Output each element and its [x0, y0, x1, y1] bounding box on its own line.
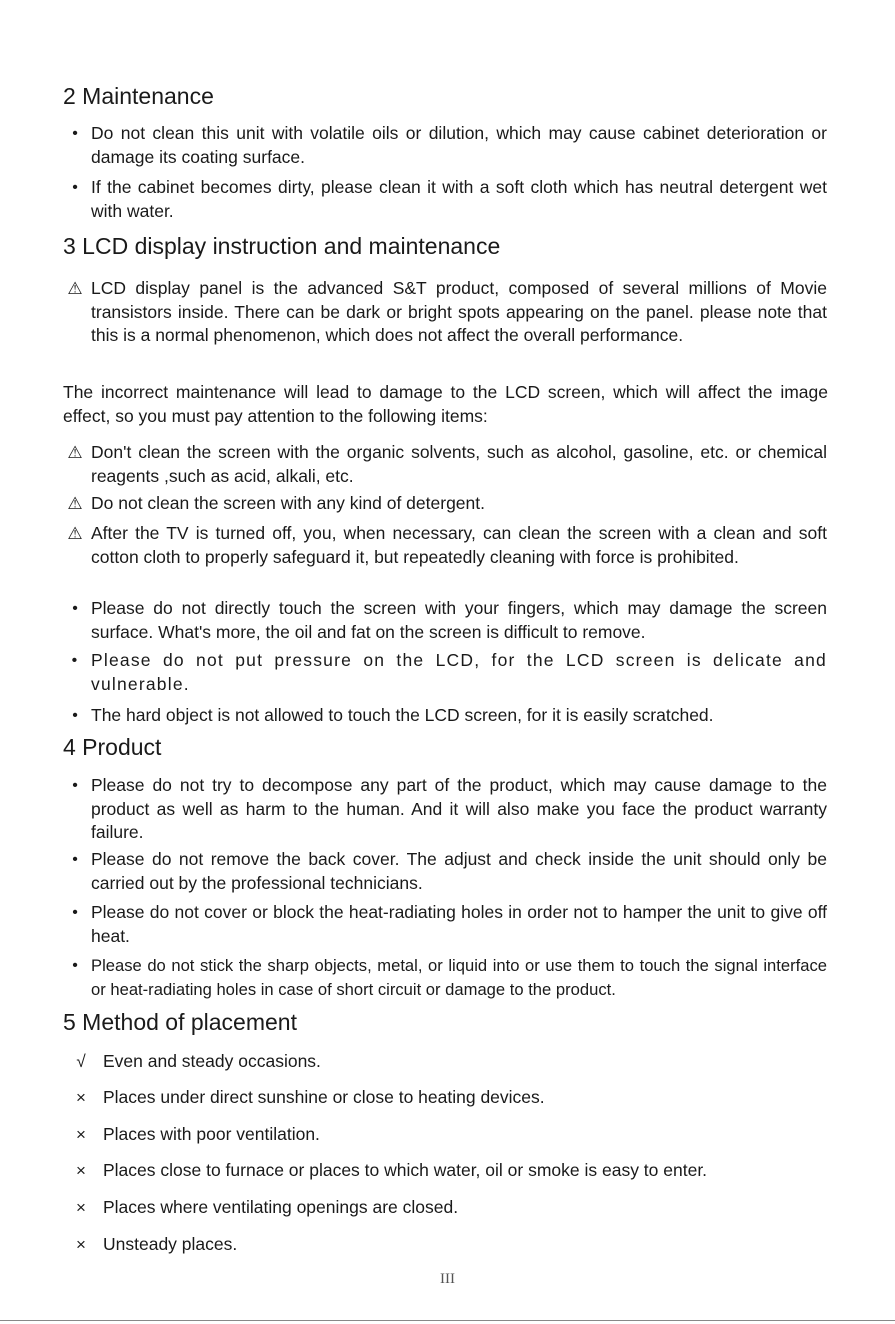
lcd-bullet-text: Please do not directly touch the screen with your fingers, which may damage the screen surface. What's more, the oil and fat on the screen is difficult to remove.: [91, 598, 827, 642]
placement-item: [76, 1050, 321, 1073]
lcd-bullet-text: The hard object is not allowed to touch the LCD screen, for it is easily scratched.: [91, 705, 714, 725]
product-item-text: Please do not cover or block the heat-radiating holes in order not to hamper the unit to give off heat.: [91, 902, 827, 946]
bullet-icon: •: [72, 957, 78, 974]
bullet-icon: •: [72, 904, 78, 921]
bottom-rule: [0, 1320, 895, 1321]
bullet-icon: •: [71, 652, 79, 669]
placement-item: [76, 1086, 545, 1109]
section-title-lcd: 3 LCD display instruction and maintenance: [63, 233, 501, 259]
lcd-warning-item: [67, 441, 827, 488]
bullet-icon: •: [72, 851, 78, 868]
placement-item: [76, 1123, 320, 1146]
product-item: [72, 848, 827, 895]
section-title-placement: 5 Method of placement: [63, 1009, 297, 1035]
lcd-warning-text: Do not clean the screen with any kind of detergent.: [91, 493, 485, 513]
checkmark-icon: √: [76, 1052, 86, 1071]
lcd-warning-text: Don't clean the screen with the organic solvents, such as alcohol, gasoline, etc. or chemical reagents ,such as acid, alkali, etc.: [91, 442, 827, 486]
cross-icon: ×: [76, 1235, 86, 1254]
cross-icon: ×: [76, 1125, 86, 1144]
placement-item-text: Places under direct sunshine or close to heating devices.: [103, 1087, 545, 1107]
lcd-bullet-text: Please do not put pressure on the LCD, for the LCD screen is delicate and vulnerable.: [91, 650, 827, 694]
product-item: [72, 954, 827, 1001]
warning-icon: ⚠: [67, 524, 83, 543]
placement-item-text: Places with poor ventilation.: [103, 1124, 320, 1144]
cross-icon: ×: [76, 1198, 86, 1217]
placement-item: [76, 1196, 459, 1219]
lcd-warning-item: [67, 492, 827, 516]
bullet-icon: •: [72, 777, 78, 794]
warning-icon: ⚠: [67, 443, 83, 462]
lcd-bullet-item: [71, 649, 827, 696]
placement-item-text: Places close to furnace or places to which water, oil or smoke is easy to enter.: [103, 1160, 708, 1180]
lcd-bullet-item: [72, 704, 827, 728]
cross-icon: ×: [76, 1088, 86, 1107]
bullet-icon: •: [72, 707, 78, 724]
lcd-intro-warning: [67, 277, 827, 348]
maintenance-item: [72, 122, 827, 169]
section-title-maintenance: 2 Maintenance: [63, 83, 214, 109]
placement-item: [76, 1233, 238, 1256]
product-item: [72, 774, 827, 845]
bullet-icon: •: [72, 179, 78, 196]
warning-icon: ⚠: [67, 279, 83, 298]
lcd-bullet-item: [72, 597, 827, 644]
lcd-paragraph: The incorrect maintenance will lead to damage to the LCD screen, which will affect the image effect, so you must pay attention to the following items:: [63, 382, 828, 426]
product-item-text: Please do not stick the sharp objects, metal, or liquid into or use them to touch the signal interface or heat-radiating holes in case of short circuit or damage to the product.: [91, 956, 827, 999]
lcd-intro-text: LCD display panel is the advanced S&T product, composed of several millions of Movie transistors inside. There can be dark or bright spots appearing on the panel. please note that this is a normal phenomenon, which does not affect the overall performance.: [91, 278, 827, 345]
placement-item: [76, 1159, 708, 1182]
bullet-icon: •: [72, 600, 78, 617]
bullet-icon: •: [72, 125, 78, 142]
product-item-text: Please do not remove the back cover. The adjust and check inside the unit should only be carried out by the professional technicians.: [91, 849, 827, 893]
maintenance-item-text: If the cabinet becomes dirty, please clean it with a soft cloth which has neutral detergent wet with water.: [91, 177, 827, 221]
placement-item-text: Unsteady places.: [103, 1234, 238, 1254]
maintenance-item-text: Do not clean this unit with volatile oils or dilution, which may cause cabinet deterioration or damage its coating surface.: [91, 123, 827, 167]
cross-icon: ×: [76, 1161, 86, 1180]
placement-item-text: Even and steady occasions.: [103, 1051, 321, 1071]
placement-item-text: Places where ventilating openings are closed.: [103, 1197, 459, 1217]
maintenance-item: [72, 176, 827, 223]
product-item: [72, 901, 827, 948]
section-title-product: 4 Product: [63, 734, 162, 760]
warning-icon: ⚠: [67, 494, 83, 513]
page-number: III: [440, 1271, 455, 1287]
lcd-warning-item: [67, 522, 827, 569]
lcd-warning-text: After the TV is turned off, you, when necessary, can clean the screen with a clean and soft cotton cloth to properly safeguard it, but repeatedly cleaning with force is prohibited.: [91, 523, 827, 567]
product-item-text: Please do not try to decompose any part of the product, which may cause damage to the product as well as harm to the human. And it will also make you face the product warranty failure.: [91, 775, 827, 842]
